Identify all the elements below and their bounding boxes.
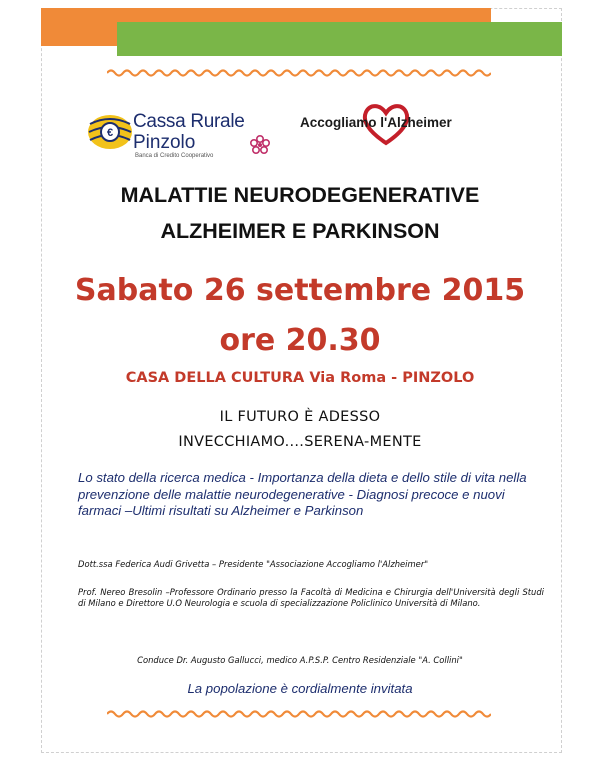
event-time: ore 20.30 bbox=[219, 323, 381, 358]
accogliamo-logo-text: Accogliamo l'Alzheimer bbox=[300, 115, 452, 130]
moderator: Conduce Dr. Augusto Gallucci, medico A.P.S.P. Centro Residenziale "A. Collini" bbox=[137, 655, 463, 665]
tagline-line-1: IL FUTURO È ADESSO bbox=[219, 409, 381, 425]
invitation-text: La popolazione è cordialmente invitata bbox=[187, 681, 413, 696]
topics-description: Lo stato della ricerca medica - Importanza della dieta e dello stile di vita nella prevenzione delle malattie neurodegenerative - Diagnosi precoce e nuovi farmaci –Ultimi risultati su Alzheimer e Parkinson bbox=[78, 470, 527, 518]
speaker-2: Prof. Nereo Bresolin –Professore Ordinario presso la Facoltà di Medicina e Chirurgia dell'Università degli Studi di Milano e Direttore U.O Neurologia e scuola di specializzazione Policlinico Università di Milano. bbox=[78, 587, 544, 608]
event-date: Sabato 26 settembre 2015 bbox=[74, 273, 526, 308]
cassa-rurale-subtitle: Banca di Credito Cooperativo bbox=[135, 153, 214, 159]
speaker-1: Dott.ssa Federica Audi Grivetta – Presidente "Associazione Accogliamo l'Alzheimer" bbox=[78, 559, 429, 569]
cassa-rurale-town: Pinzolo bbox=[133, 132, 196, 153]
cassa-rurale-name: Cassa Rurale bbox=[133, 111, 245, 132]
bank-coin-icon bbox=[86, 110, 134, 154]
flower-icon bbox=[248, 133, 272, 157]
svg-text:€: € bbox=[106, 127, 114, 139]
title-line-2: ALZHEIMER E PARKINSON bbox=[160, 219, 440, 243]
header-green-bar bbox=[117, 22, 562, 56]
bottom-wave-divider bbox=[107, 709, 491, 719]
event-venue: CASA DELLA CULTURA Via Roma - PINZOLO bbox=[125, 370, 475, 386]
top-wave-divider bbox=[107, 68, 491, 78]
title-line-1: MALATTIE NEURODEGENERATIVE bbox=[120, 183, 480, 207]
tagline-line-2: INVECCHIAMO....SERENA-MENTE bbox=[178, 434, 422, 450]
